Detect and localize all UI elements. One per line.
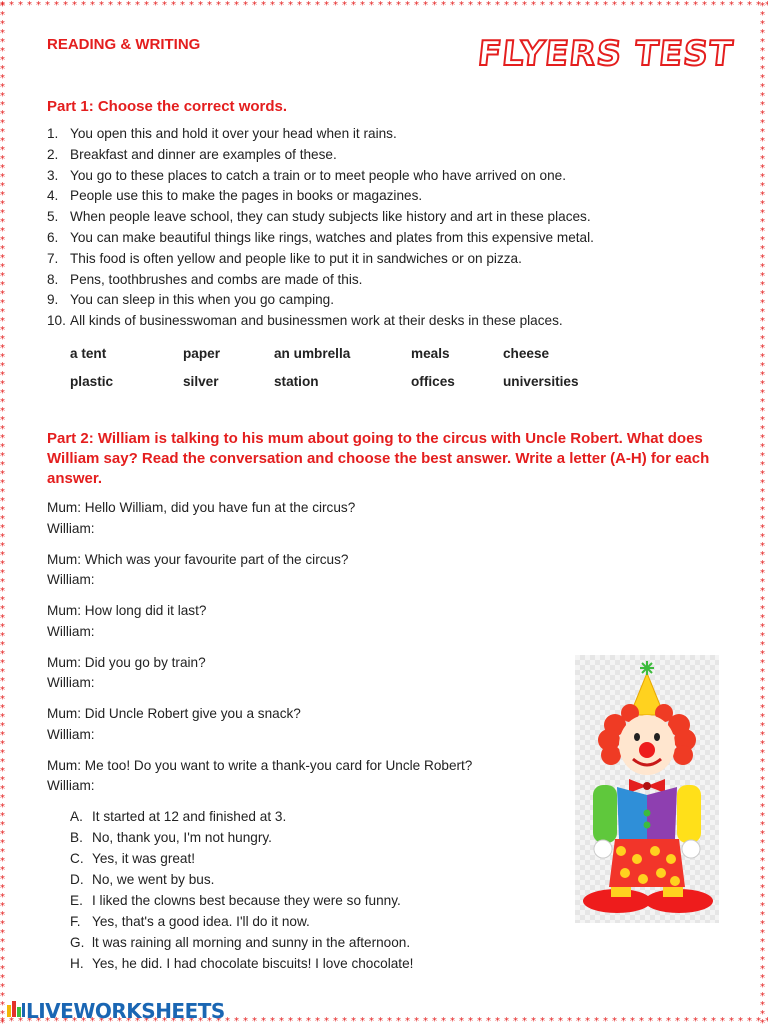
word-bank-item: silver — [183, 374, 219, 389]
mum-line: Mum: Me too! Do you want to write a thank-you card for Uncle Robert? — [47, 757, 473, 773]
word-bank-item: paper — [183, 346, 221, 361]
word-bank-item: universities — [503, 374, 579, 389]
flyers-test-logo: FLYERS TEST — [475, 34, 736, 74]
word-bank-item: a tent — [70, 346, 107, 361]
answer-option: G. lt was raining all morning and sunny in the afternoon. — [70, 935, 411, 950]
border-left — [0, 0, 8, 1024]
answer-option: F. Yes, that's a good idea. I'll do it now. — [70, 914, 310, 929]
question-item: 9. You can sleep in this when you go camping. — [47, 292, 334, 308]
conversation-pair — [47, 704, 472, 745]
border-right — [760, 0, 768, 1024]
mum-line: Mum: How long did it last? — [47, 603, 207, 618]
part1-question-list — [47, 124, 594, 332]
william-answer-slot: William: — [47, 726, 95, 742]
footer-brand: LIVEWORKSHEETS — [26, 998, 225, 1023]
william-answer-slot: William: — [47, 572, 95, 587]
answer-option: E. I liked the clowns best because they were so funny. — [70, 893, 401, 908]
mum-line: Mum: Which was your favourite part of the circus? — [47, 551, 349, 567]
word-bank-item: an umbrella — [274, 346, 351, 361]
clown-illustration — [575, 655, 719, 923]
part1-title: Part 1: Choose the correct words. — [47, 98, 288, 115]
mum-line: Mum: Did you go by train? — [47, 654, 206, 670]
answer-option: C. Yes, it was great! — [70, 851, 196, 866]
liveworksheets-footer — [6, 997, 225, 1024]
question-item: 1. You open this and hold it over your head when it rains. — [47, 126, 397, 141]
border-top — [0, 0, 768, 8]
question-item: 8. Pens, toothbrushes and combs are made of this. — [47, 271, 363, 287]
conversation-pair — [47, 756, 472, 797]
word-bank-item: station — [274, 374, 319, 389]
section-title: READING & WRITING — [47, 36, 201, 53]
question-item: 10. All kinds of businesswoman and businessmen work at their desks in these places. — [47, 313, 563, 329]
word-bank-item: offices — [411, 374, 455, 389]
answer-option: B. No, thank you, I'm not hungry. — [70, 830, 272, 845]
william-answer-slot: William: — [47, 778, 95, 793]
question-item: 4. People use this to make the pages in books or magazines. — [47, 188, 423, 204]
question-item: 6. You can make beautiful things like rings, watches and plates from this expensive metal. — [47, 229, 594, 245]
question-item: 7. This food is often yellow and people like to put it in sandwiches or on pizza. — [47, 250, 522, 266]
conversation-pair — [47, 550, 472, 591]
answer-option: H. Yes, he did. I had chocolate biscuits! I love chocolate! — [70, 956, 414, 971]
question-item: 5. When people leave school, they can study subjects like history and art in these places. — [47, 209, 591, 225]
answer-option: D. No, we went by bus. — [70, 872, 215, 887]
william-answer-slot: William: — [47, 623, 95, 639]
conversation-pair — [47, 498, 472, 539]
conversation-pair — [47, 601, 472, 642]
word-bank-item: meals — [411, 346, 450, 361]
word-bank-item: cheese — [503, 346, 550, 361]
william-answer-slot: William: — [47, 520, 95, 536]
question-item: 3. You go to these places to catch a train or to meet people who have arrived on one. — [47, 167, 566, 183]
word-bank-item: plastic — [70, 374, 114, 389]
question-item: 2. Breakfast and dinner are examples of these. — [47, 146, 337, 162]
liveworksheets-logo-icon — [6, 997, 26, 1024]
mum-line: Mum: Did Uncle Robert give you a snack? — [47, 706, 301, 721]
conversation-pair — [47, 653, 472, 694]
answer-option: A. It started at 12 and finished at 3. — [70, 809, 287, 824]
william-answer-slot: William: — [47, 675, 95, 690]
conversation — [47, 498, 472, 807]
answer-options — [70, 806, 413, 974]
part2-title: Part 2: William is talking to his mum about going to the circus with Uncle Robert. What does William say? Read the conversation and choose the best answer. Write a letter (A-H) for each answer. — [47, 430, 710, 487]
mum-line: Mum: Hello William, did you have fun at the circus? — [47, 500, 356, 515]
